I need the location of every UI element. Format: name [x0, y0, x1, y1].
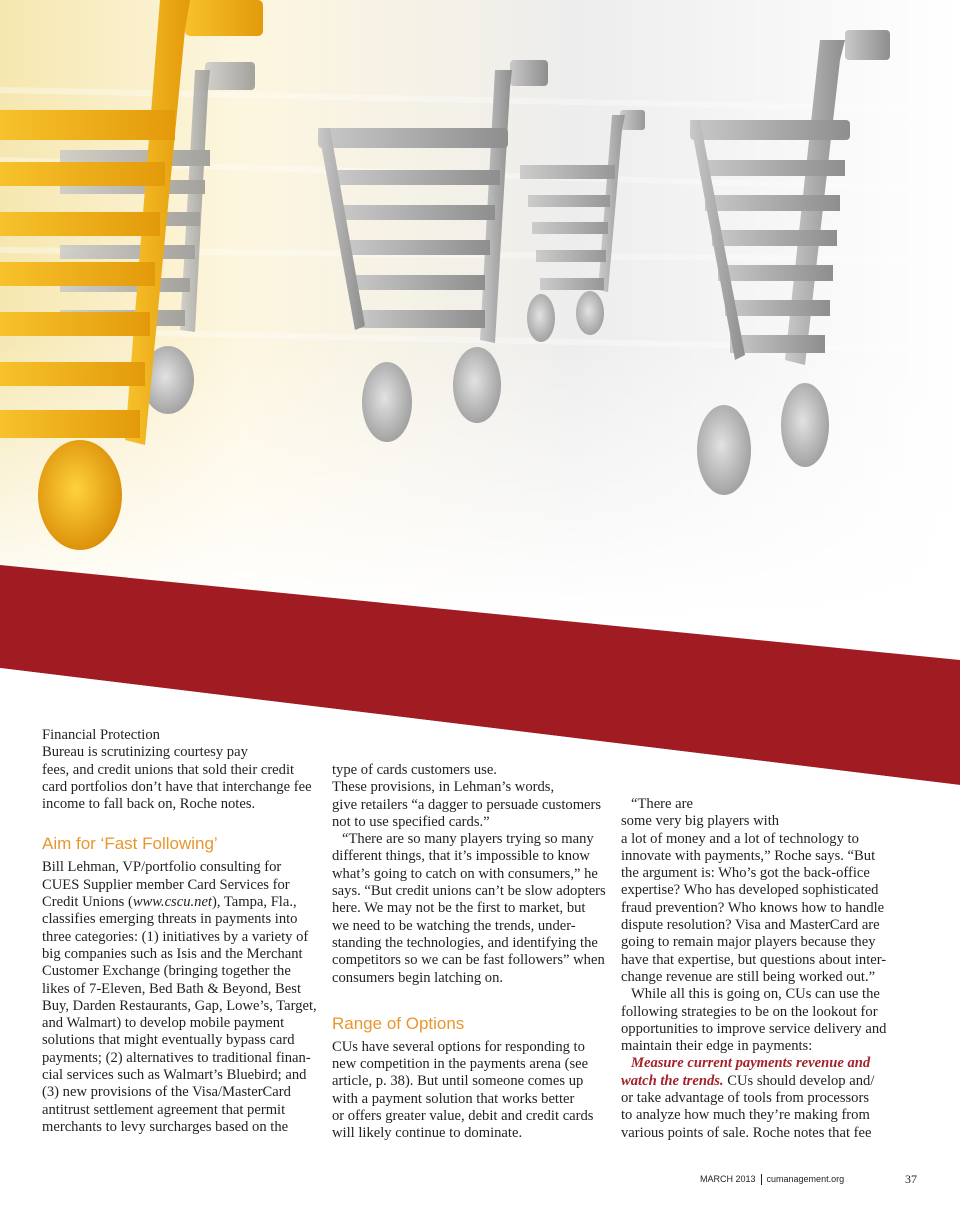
text-line: and Walmart) to develop mobile payment [42, 1015, 285, 1032]
text-line: antitrust settlement agreement that permit [42, 1101, 286, 1118]
text-line: “There are so many players trying so many [342, 831, 594, 848]
section-heading-range-of-options: Range of Options [332, 1013, 465, 1033]
text-line: big companies such as Isis and the Merchant [42, 945, 303, 962]
text-line: opportunities to improve service delivery and [621, 1020, 887, 1037]
text-line: various points of sale. Roche notes that fee [621, 1124, 872, 1141]
text-line: merchants to levy surcharges based on the [42, 1118, 289, 1135]
text-line: says. “But credit unions can’t be slow adopters [332, 883, 606, 900]
lead-in-text: watch the trends. [621, 1072, 724, 1089]
text-line: type of cards customers use. [332, 762, 497, 778]
text-line: or take advantage of tools from processors [621, 1090, 870, 1107]
text-line: some very big players with [621, 813, 780, 830]
text-line: Bureau is scrutinizing courtesy pay [42, 744, 248, 761]
text-line: three categories: (1) initiatives by a variety of [42, 928, 309, 945]
text-line: will likely continue to dominate. [332, 1125, 523, 1142]
column-1 [42, 727, 317, 1136]
text-line: classifies emerging threats in payments into [42, 911, 298, 928]
text-line: Buy, Darden Restaurants, Gap, Lowe’s, Target, [42, 997, 317, 1014]
text-line: a lot of money and a lot of technology to [621, 830, 859, 847]
lead-in-text: Measure current payments revenue and [631, 1055, 871, 1072]
text-line: dispute resolution? Visa and MasterCard are [621, 917, 880, 934]
text-line: Customer Exchange (bringing together the [42, 963, 291, 980]
text-line: payments; (2) alternatives to traditional finan- [42, 1049, 311, 1066]
page-number: 37 [905, 1172, 917, 1186]
text-line: different things, that it’s impossible to know [332, 848, 590, 865]
column-3 [621, 796, 886, 1142]
footer-divider [761, 1174, 762, 1185]
text-line: article, p. 38). But until someone comes up [332, 1073, 584, 1090]
text-line: While all this is going on, CUs can use the [631, 986, 880, 1003]
text-line: expertise? Who has developed sophisticated [621, 882, 879, 899]
text-line: following strategies to be on the lookout for [621, 1003, 878, 1020]
text-line: maintain their edge in payments: [621, 1038, 813, 1055]
text-line: watch the trends. CUs should develop and/ [621, 1072, 875, 1089]
text-line: we need to be watching the trends, under- [332, 917, 576, 934]
text-line: consumers begin latching on. [332, 969, 504, 986]
section-heading-fast-following: Aim for ‘Fast Following’ [42, 834, 218, 854]
text-line: competitors so we can be fast followers” when [332, 952, 605, 969]
text-line: standing the technologies, and identifying the [332, 934, 598, 951]
text-line: change revenue are still being worked out.” [621, 968, 876, 985]
issue-date: MARCH 2013 [700, 1174, 756, 1184]
text-line: cial services such as Walmart’s Bluebird; and [42, 1067, 307, 1084]
website-link[interactable]: cumanagement.org [766, 1174, 845, 1184]
text-line: card portfolios don’t have that interchange fee [42, 778, 312, 795]
text-line: Bill Lehman, VP/portfolio consulting for [42, 859, 282, 876]
text-line: going to remain major players because they [621, 934, 876, 951]
text-line: solutions that might eventually bypass card [42, 1032, 295, 1049]
text-line: CUs have several options for responding to [332, 1038, 585, 1055]
text-line: innovate with payments,” Roche says. “But [621, 847, 876, 864]
text-line: what’s going to catch on with consumers,” he [332, 865, 598, 882]
text-line: not to use specified cards.” [332, 813, 490, 830]
text-line: “There are [631, 796, 693, 812]
text-line: likes of 7-Eleven, Bed Bath & Beyond, Best [42, 980, 301, 997]
text-line: CUES Supplier member Card Services for [42, 876, 290, 893]
text-line [621, 1055, 886, 1072]
text-line: These provisions, in Lehman’s words, [332, 779, 555, 796]
text-line: or offers greater value, debit and credit cards [332, 1108, 594, 1125]
text-line: with a payment solution that works better [332, 1090, 575, 1107]
text-line: new competition in the payments arena (see [332, 1056, 589, 1073]
text-line: Financial Protection [42, 727, 160, 743]
text-line: fees, and credit unions that sold their credit [42, 761, 295, 778]
page-footer [700, 1174, 920, 1185]
url-text: www.cscu.net [132, 894, 212, 911]
text-line: here. We may not be the first to market, but [332, 900, 586, 917]
text-line: Credit Unions (www.cscu.net), Tampa, Fla., [42, 894, 297, 911]
text-line: income to fall back on, Roche notes. [42, 796, 256, 813]
text-line: fraud prevention? Who knows how to handle [621, 899, 885, 916]
column-2 [332, 762, 606, 1143]
text-line: the argument is: Who’s got the back-office [621, 865, 870, 882]
text-line: have that expertise, but questions about inter- [621, 951, 887, 968]
text-line: give retailers “a dagger to persuade customers [332, 796, 602, 813]
text-line: to analyze how much they’re making from [621, 1107, 870, 1124]
text-line: (3) new provisions of the Visa/MasterCard [42, 1084, 291, 1101]
